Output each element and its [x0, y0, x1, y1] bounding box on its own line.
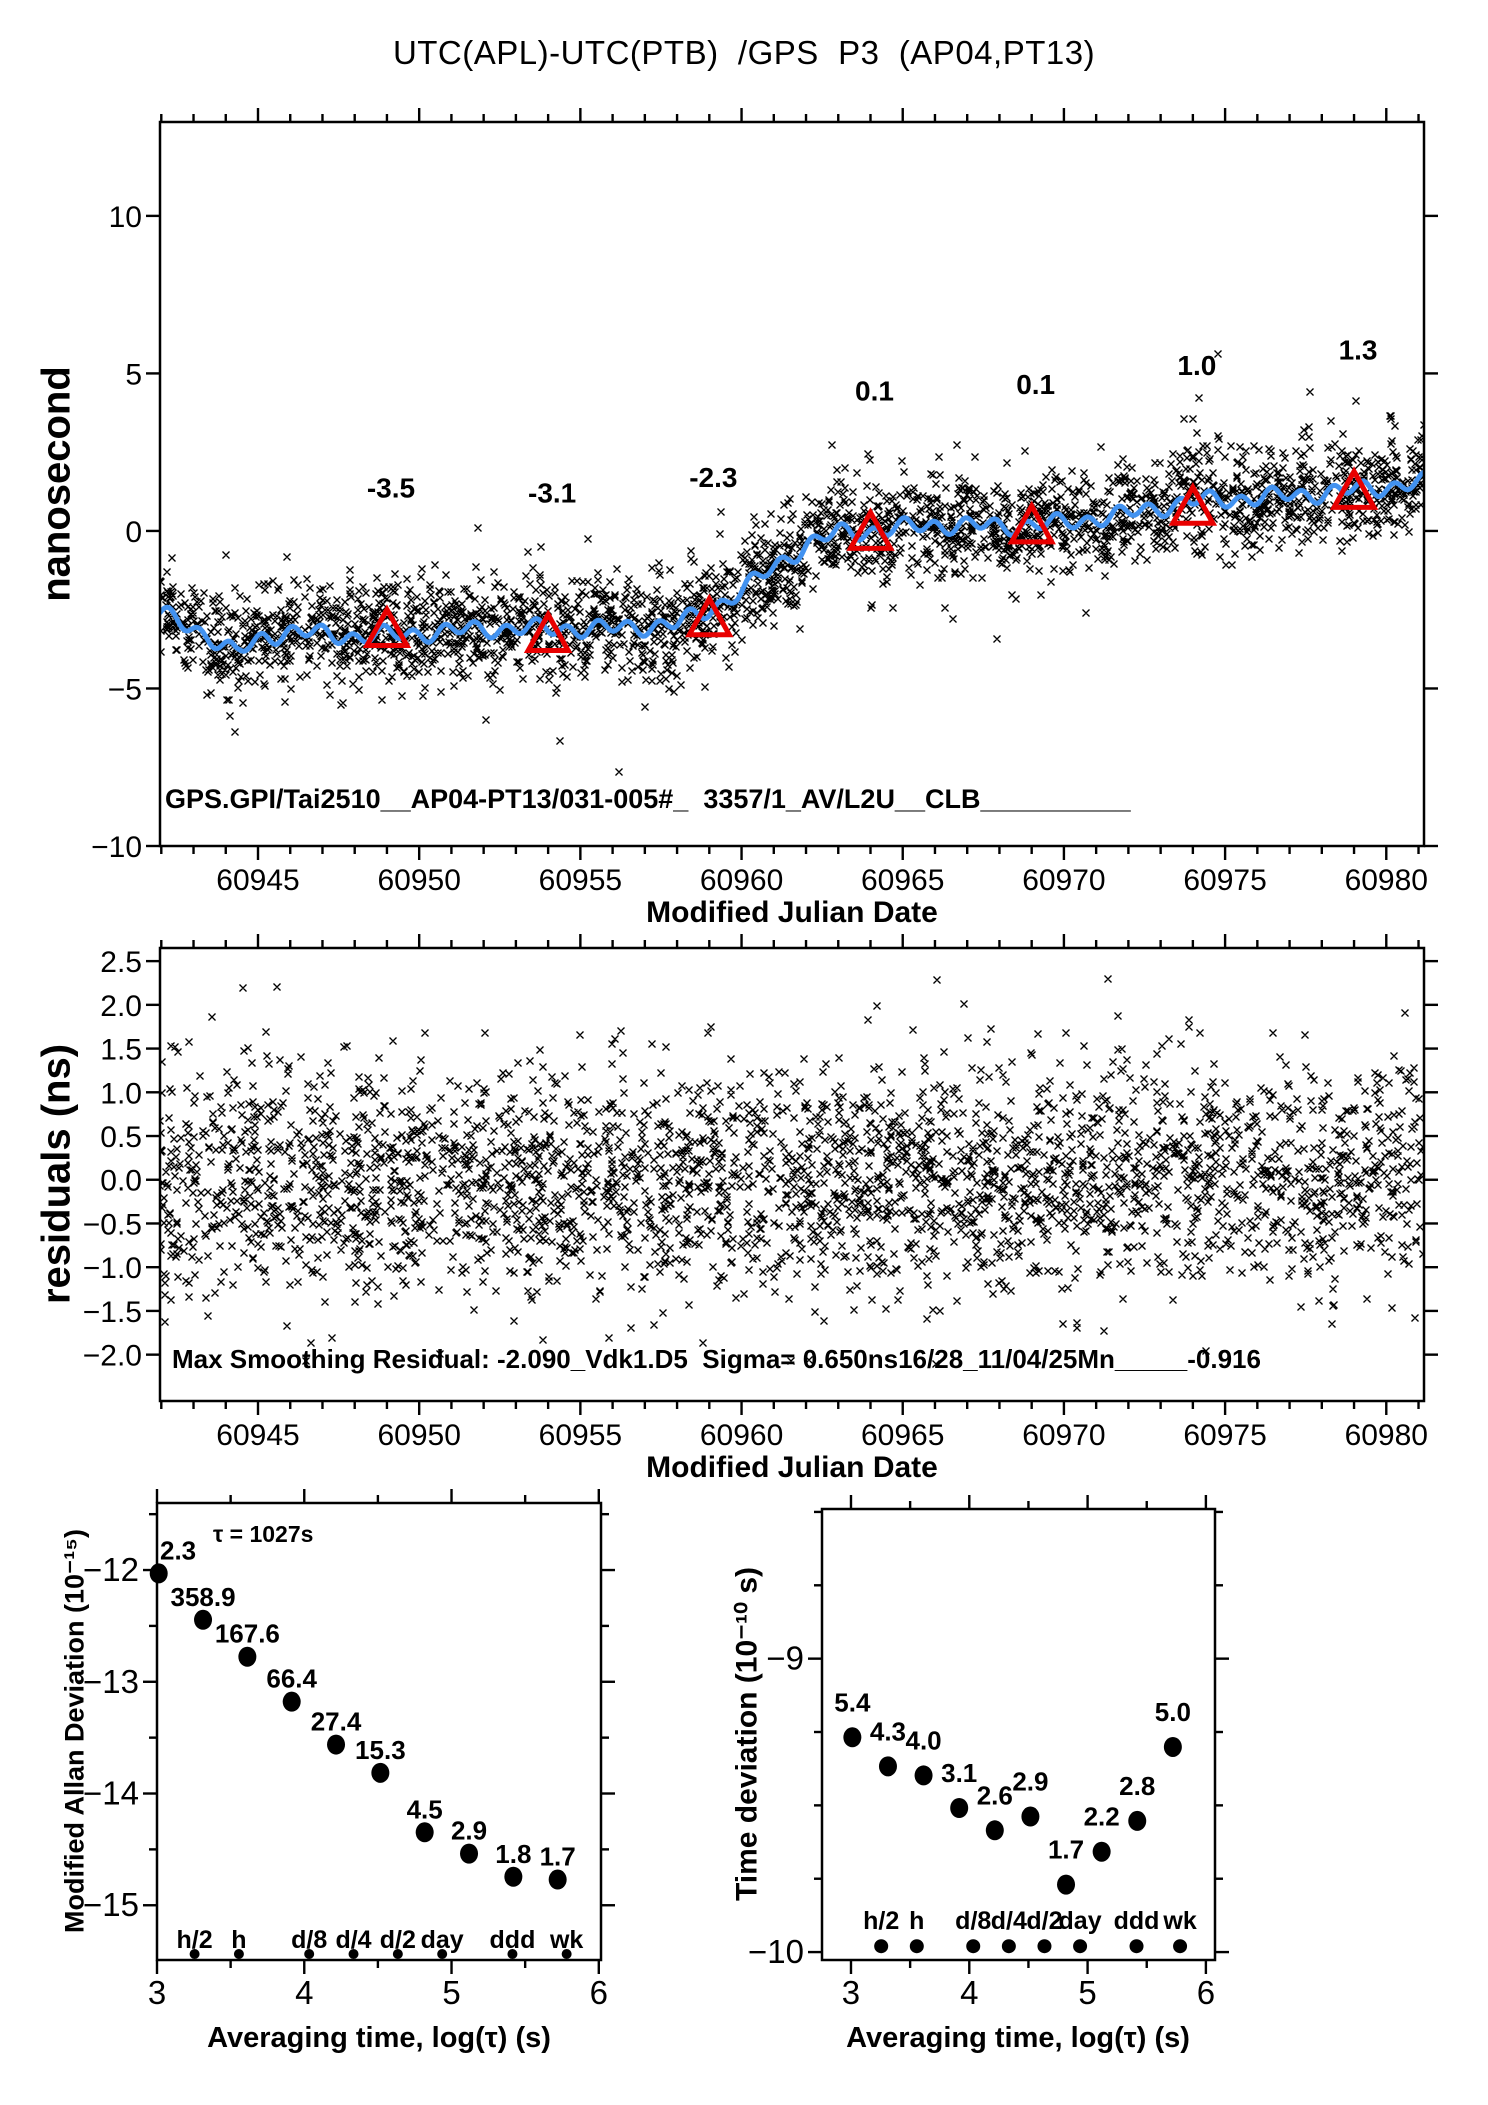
- data-point-dot: [549, 1870, 567, 1890]
- x-tick-label: 60980: [1344, 864, 1429, 897]
- x-tick-label: 60955: [538, 1419, 623, 1452]
- point-value-label: 66.4: [266, 1663, 318, 1694]
- calibration-value-label: -2.3: [689, 461, 738, 493]
- point-value-label: 5.0: [1154, 1696, 1191, 1727]
- point-value-label: 2.9: [450, 1815, 488, 1846]
- x-tick-label: 60970: [1022, 1419, 1106, 1452]
- data-point-dot: [950, 1798, 968, 1818]
- phase-panel-clip: [157, 351, 1428, 776]
- x-tick-label: 60975: [1183, 1419, 1267, 1452]
- data-point-dot: [194, 1610, 212, 1630]
- point-value-label: 1.7: [539, 1841, 576, 1872]
- point-value-label: 4.3: [869, 1716, 907, 1747]
- y-tick-label: −5: [107, 673, 142, 707]
- tau-note: τ = 1027s: [213, 1521, 314, 1547]
- panel-border: [160, 122, 1424, 846]
- tdev-panel: [748, 1495, 1229, 2011]
- x-tick-label: 60945: [216, 864, 300, 897]
- point-value-label: 2.8: [1119, 1770, 1156, 1801]
- y-tick-label: −10: [91, 831, 142, 864]
- averaging-time-ref-label: d/4: [335, 1926, 372, 1954]
- data-point-dot: [283, 1692, 301, 1712]
- data-point-dot: [504, 1867, 522, 1887]
- averaging-time-ref-dot: [910, 1939, 924, 1953]
- x-tick-label: 60945: [216, 1419, 300, 1452]
- averaging-time-ref-label: d/4: [990, 1907, 1027, 1935]
- y-tick-label: 1.5: [100, 1033, 142, 1067]
- x-tick-label: 3: [841, 1974, 861, 2011]
- averaging-time-ref-label: d/2: [379, 1926, 416, 1954]
- data-point-dot: [150, 1563, 168, 1583]
- point-value-label: 2.6: [976, 1780, 1013, 1811]
- y-tick-label: 0.0: [100, 1164, 142, 1198]
- y-tick-label: −14: [83, 1774, 139, 1812]
- x-tick-label: 60955: [538, 864, 623, 897]
- y-tick-label: 10: [108, 200, 142, 234]
- y-tick-label: −15: [83, 1886, 139, 1924]
- averaging-time-ref-label: ddd: [489, 1926, 536, 1954]
- averaging-time-ref-dot: [874, 1939, 888, 1953]
- point-value-label: 2.9: [1012, 1766, 1049, 1797]
- data-point-dot: [986, 1820, 1004, 1840]
- y-axis-label-residuals: residuals (ns): [34, 1043, 79, 1305]
- point-value-label: 5.4: [834, 1687, 871, 1718]
- y-tick-label: −2.0: [82, 1339, 142, 1373]
- y-tick-label: −9: [766, 1639, 804, 1677]
- data-point-dot: [879, 1756, 897, 1776]
- y-axis-label-time-deviation: Time deviation (10⁻¹⁰ s): [730, 1566, 764, 1902]
- x-tick-label: 60960: [699, 1419, 784, 1452]
- y-tick-label: 2.5: [100, 946, 142, 980]
- x-axis-label-avg-time-left: Averaging time, log(τ) (s): [207, 2022, 551, 2054]
- x-axis-label-avg-time-right: Averaging time, log(τ) (s): [846, 2022, 1190, 2054]
- x-tick-label: 60950: [377, 1419, 461, 1452]
- y-tick-label: −12: [83, 1551, 139, 1589]
- averaging-time-ref-label: d/8: [955, 1907, 992, 1935]
- page-title: UTC(APL)-UTC(PTB) /GPS P3 (AP04,PT13): [392, 34, 1096, 71]
- smoothed-line: [160, 472, 1424, 651]
- data-point-dot: [915, 1765, 933, 1785]
- data-point-dot: [416, 1822, 434, 1842]
- y-tick-label: −13: [83, 1662, 139, 1700]
- point-value-label: 1.7: [1047, 1834, 1085, 1865]
- data-point-dot: [327, 1735, 345, 1755]
- point-value-label: 3.1: [941, 1758, 978, 1789]
- averaging-time-ref-label: d/2: [1026, 1907, 1063, 1935]
- data-point-dot: [460, 1844, 478, 1864]
- data-point-dot: [843, 1727, 861, 1747]
- averaging-time-ref-label: ddd: [1113, 1907, 1160, 1935]
- y-axis-label-allan-deviation: Modified Allan Deviation (10⁻¹⁵): [59, 1529, 90, 1933]
- x-tick-label: 3: [147, 1974, 167, 2011]
- averaging-time-ref-dot: [1037, 1939, 1051, 1953]
- y-tick-label: 1.0: [100, 1077, 142, 1111]
- x-tick-label: 6: [1196, 1974, 1216, 2011]
- x-tick-label: 60970: [1022, 864, 1106, 897]
- x-tick-label: 60965: [861, 1419, 945, 1452]
- data-point-dot: [1128, 1811, 1146, 1831]
- averaging-time-ref-dot: [1130, 1939, 1144, 1953]
- scatter-points: [157, 976, 1427, 1368]
- point-value-label: 358.9: [170, 1581, 236, 1612]
- data-point-dot: [1164, 1737, 1182, 1757]
- averaging-time-ref-label: h/2: [176, 1926, 213, 1954]
- y-tick-label: −0.5: [82, 1208, 142, 1242]
- mdev-panel: [83, 1489, 615, 2011]
- x-tick-label: 60975: [1183, 864, 1267, 897]
- calibration-value-label: 0.1: [1016, 368, 1056, 400]
- point-value-label: 1.8: [495, 1838, 532, 1869]
- y-tick-label: 0: [125, 515, 142, 549]
- y-tick-label: 0.5: [100, 1121, 142, 1155]
- residuals-panel-clip: [157, 976, 1427, 1368]
- calibration-value-label: -3.1: [528, 477, 577, 509]
- data-point-dot: [238, 1647, 256, 1667]
- averaging-time-ref-dot: [1073, 1939, 1087, 1953]
- averaging-time-ref-label: wk: [1163, 1907, 1197, 1935]
- averaging-time-ref-label: day: [1058, 1907, 1102, 1935]
- y-tick-label: −10: [748, 1933, 804, 1971]
- point-value-label: 4.0: [905, 1725, 942, 1756]
- averaging-time-ref-label: h/2: [863, 1907, 900, 1935]
- annotation-smoothing-info: Max Smoothing Residual: -2.090_Vdk1.D5 Sigma= 0.650ns16/28_11/04/25Mn_____-0.916: [172, 1344, 1261, 1374]
- calibration-value-label: 1.0: [1177, 350, 1217, 382]
- point-value-label: 2.2: [1083, 1801, 1120, 1832]
- x-tick-label: 60960: [699, 864, 784, 897]
- averaging-time-ref-dot: [1002, 1939, 1016, 1953]
- calibration-value-label: 0.1: [855, 375, 894, 407]
- panel-border: [157, 1503, 601, 1960]
- averaging-time-ref-label: h: [231, 1926, 247, 1954]
- data-point-dot: [1021, 1807, 1039, 1827]
- point-value-label: 2.3: [160, 1535, 197, 1566]
- data-point-dot: [1093, 1842, 1111, 1862]
- x-tick-label: 4: [960, 1974, 979, 2011]
- averaging-time-ref-dot: [1173, 1939, 1187, 1953]
- x-axis-label-mjd-mid: Modified Julian Date: [646, 1451, 938, 1484]
- data-point-dot: [1057, 1875, 1075, 1895]
- x-tick-label: 4: [295, 1974, 314, 2011]
- y-tick-label: 2.0: [100, 989, 142, 1023]
- data-point-dot: [371, 1763, 389, 1783]
- x-tick-label: 60980: [1344, 1419, 1429, 1452]
- calibration-value-label: 1.3: [1338, 334, 1378, 366]
- y-tick-label: −1.5: [82, 1295, 142, 1329]
- x-tick-label: 5: [1078, 1974, 1097, 2011]
- averaging-time-ref-dot: [966, 1939, 980, 1953]
- x-axis-label-mjd-top: Modified Julian Date: [646, 896, 938, 929]
- point-value-label: 167.6: [214, 1618, 280, 1649]
- x-tick-label: 60965: [861, 864, 945, 897]
- annotation-link-id: GPS.GPI/Tai2510__AP04-PT13/031-005#_ 3357/1_AV/L2U__CLB__________: [165, 784, 1131, 814]
- calibration-value-label: -3.5: [366, 472, 416, 504]
- averaging-time-ref-label: h: [909, 1907, 925, 1935]
- point-value-label: 15.3: [355, 1734, 406, 1765]
- x-tick-label: 60950: [377, 864, 461, 897]
- point-value-label: 27.4: [310, 1706, 362, 1737]
- phase-panel: [91, 108, 1438, 897]
- x-tick-label: 5: [442, 1974, 461, 2011]
- y-axis-label-nanosecond: nanosecond: [34, 366, 79, 602]
- averaging-time-ref-label: d/8: [291, 1926, 328, 1954]
- point-value-label: 4.5: [406, 1794, 443, 1825]
- y-tick-label: −1.0: [82, 1252, 142, 1286]
- averaging-time-ref-label: day: [420, 1926, 464, 1954]
- y-tick-label: 5: [125, 358, 142, 392]
- averaging-time-ref-label: wk: [549, 1926, 584, 1954]
- x-tick-label: 6: [589, 1974, 608, 2011]
